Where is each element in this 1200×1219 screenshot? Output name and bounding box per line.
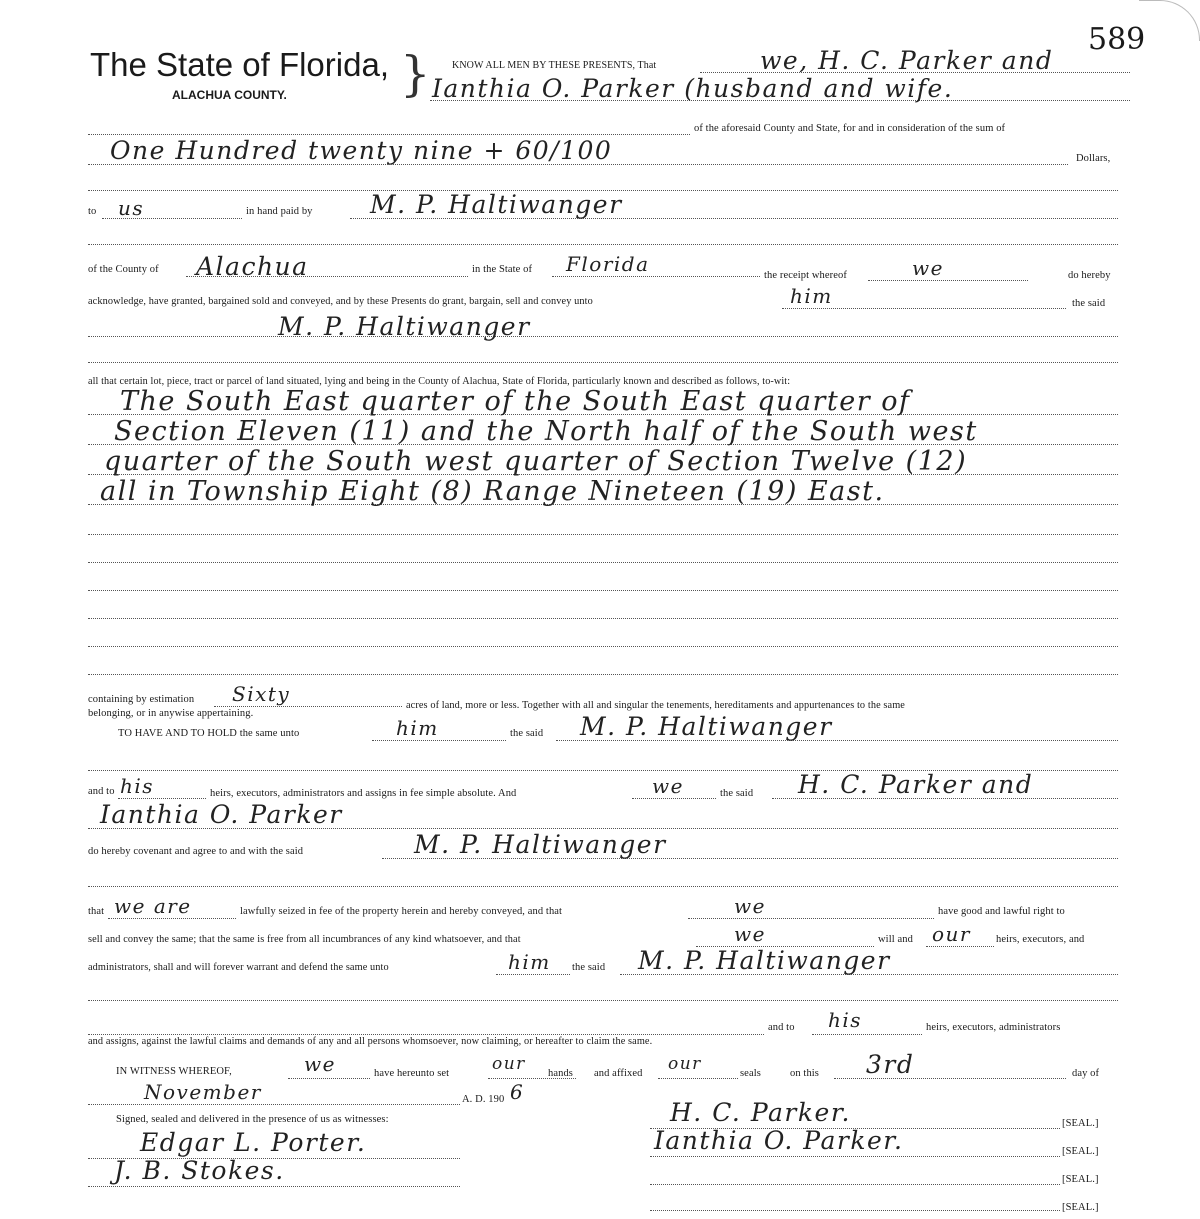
county-title: ALACHUA COUNTY. [172,88,287,102]
sell-text: sell and convey the same; that the same is free from all incumbrances of any kind whatsoever, and that [88,934,521,945]
rule [88,336,1118,337]
admin-value: him [508,950,551,974]
grantee-name: M. P. Haltiwanger [278,312,531,341]
to-have-label: TO HAVE AND TO HOLD the same unto [118,728,300,739]
heirs-text: heirs, executors, administrators and assigns in fee simple absolute. And [210,788,517,799]
rule [782,308,1066,309]
on-this-text: on this [790,1068,819,1079]
acres-text: acres of land, more or less. Together with all and singular the tenements, hereditaments and appurtenances to the same [406,700,905,711]
hand-paid-label: in hand paid by [246,206,313,217]
belonging-text: belonging, or in anywise appertaining. [88,708,254,719]
rule [88,1000,1118,1001]
day-of-text: day of [1072,1068,1100,1079]
rule [650,1184,1060,1185]
rule [214,706,402,707]
heirs-exec-text: heirs, executors, and [996,934,1085,945]
state-title: The State of Florida, [90,46,389,83]
seal-value: our [668,1054,702,1074]
rule [650,1156,1060,1157]
dollars-label: Dollars, [1076,153,1111,164]
description-line-4: all in Township Eight (8) Range Nineteen (19) East. [100,476,885,507]
seal-1: [SEAL.] [1062,1118,1099,1129]
habendum-unto-value: him [396,716,439,740]
page-number: 589 [1088,22,1146,57]
rule [650,1210,1060,1211]
receipt-value: we [912,256,944,280]
our-value: our [932,922,971,946]
that-value: we are [114,894,192,918]
habendum-the-said-2: the said [720,788,754,799]
state-label: in the State of [472,264,533,275]
rule [372,740,506,741]
rule [658,1078,738,1079]
admin-name: M. P. Haltiwanger [638,946,891,975]
rule [868,280,1028,281]
receipt-label: the receipt whereof [764,270,847,281]
signature-2: Ianthia O. Parker. [654,1126,904,1155]
seal-label: seals [740,1068,761,1079]
rule [88,674,1118,675]
payer-name: M. P. Haltiwanger [370,190,623,219]
rule [88,1034,764,1035]
heirs-admin-text: heirs, executors, administrators [926,1022,1061,1033]
admin-the-said: the said [572,962,606,973]
seal-3: [SEAL.] [1062,1174,1099,1185]
brace-icon: } [400,46,431,102]
covenant-name: M. P. Haltiwanger [414,830,667,859]
containing-label: containing by estimation [88,694,195,705]
county-label: of the County of [88,264,159,275]
hand-suffix: hands [548,1068,573,1079]
year-value: 6 [510,1080,525,1104]
hand-value: our [492,1054,526,1074]
description-intro: all that certain lot, piece, tract or parcel of land situated, lying and being in the County of Alachua, State of Florida, particularly known and described as follows, to-wit: [88,376,791,387]
witness-2: J. B. Stokes. [114,1156,285,1185]
rule [88,362,1118,363]
rule [88,618,1118,619]
rule [926,946,994,947]
rule [108,918,236,919]
acknowledge-text: acknowledge, have granted, bargained sold and conveyed, and by these Presents do grant, bargain, sell and convey unto [88,296,593,307]
whereof-label: IN WITNESS WHEREOF, [116,1066,232,1077]
ad-label: A. D. 190 [462,1094,505,1105]
and-to-2: and to [768,1022,795,1033]
unto-value: him [790,284,833,308]
to-value: us [118,196,145,220]
affixed-text: and affixed [594,1068,643,1079]
admin-text: administrators, shall and will forever warrant and defend the same unto [88,962,389,973]
rule [812,1034,922,1035]
that-label: that [88,906,105,917]
rule [88,134,690,135]
seized-value: we [734,894,766,918]
consideration-amount: One Hundred twenty nine + 60/100 [110,136,613,165]
his-value-2: his [828,1008,863,1032]
description-line-3: quarter of the South west quarter of Section Twelve (12) [104,446,968,477]
habendum-grantor-2: Ianthia O. Parker [100,800,343,829]
rule [88,244,1118,245]
rule [288,1078,370,1079]
grantor-line-2: Ianthia O. Parker (husband and wife. [432,74,954,103]
will-and-text: will and [878,934,913,945]
day-value: 3rd [866,1050,915,1079]
state-value: Florida [566,252,650,276]
rule [496,974,570,975]
seized-text: lawfully seized in fee of the property herein and hereby conveyed, and that [240,906,563,917]
his-value: his [120,774,155,798]
rule [88,534,1118,535]
the-said: the said [1072,298,1106,309]
rule [118,798,206,799]
rule [88,562,1118,563]
witness-1: Edgar L. Porter. [140,1128,367,1157]
rule [88,1186,460,1187]
rule [632,798,716,799]
month-value: November [144,1080,262,1104]
rule [88,886,1118,887]
to-label: to [88,206,97,217]
know-all-text: KNOW ALL MEN BY THESE PRESENTS, That [452,60,657,71]
rule [688,918,934,919]
rule [88,1104,460,1105]
rule [88,646,1118,647]
assigns-text: and assigns, against the lawful claims and demands of any and all persons whomsoever, now claiming, or hereafter to claim the same. [88,1036,653,1047]
seal-4: [SEAL.] [1062,1202,1099,1213]
county-state-text: of the aforesaid County and State, for and in consideration of the sum of [694,123,1006,134]
and-value: we [652,774,684,798]
do-hereby: do hereby [1068,270,1111,281]
rule [552,276,760,277]
habendum-name: M. P. Haltiwanger [580,712,833,741]
covenant-label: do hereby covenant and agree to and with the said [88,846,304,857]
county-value: Alachua [196,252,309,281]
good-right-text: have good and lawful right to [938,906,1065,917]
signature-1: H. C. Parker. [670,1098,851,1127]
acres-value: Sixty [232,682,291,706]
seal-2: [SEAL.] [1062,1146,1099,1157]
whereof-value: we [304,1052,336,1076]
page-corner [1139,0,1200,41]
habendum-the-said: the said [510,728,544,739]
grantor-line-1: we, H. C. Parker and [760,46,1054,75]
rule [88,164,1068,165]
description-line-1: The South East quarter of the South East quarter of [120,386,911,417]
description-line-2: Section Eleven (11) and the North half of the South west [114,416,978,447]
rule [88,590,1118,591]
signed-text: Signed, sealed and delivered in the presence of us as witnesses: [116,1114,389,1125]
sell-value: we [734,922,766,946]
hereunto-set: have hereunto set [374,1068,450,1079]
habendum-grantor-1: H. C. Parker and [798,770,1034,799]
and-to-label: and to [88,786,115,797]
